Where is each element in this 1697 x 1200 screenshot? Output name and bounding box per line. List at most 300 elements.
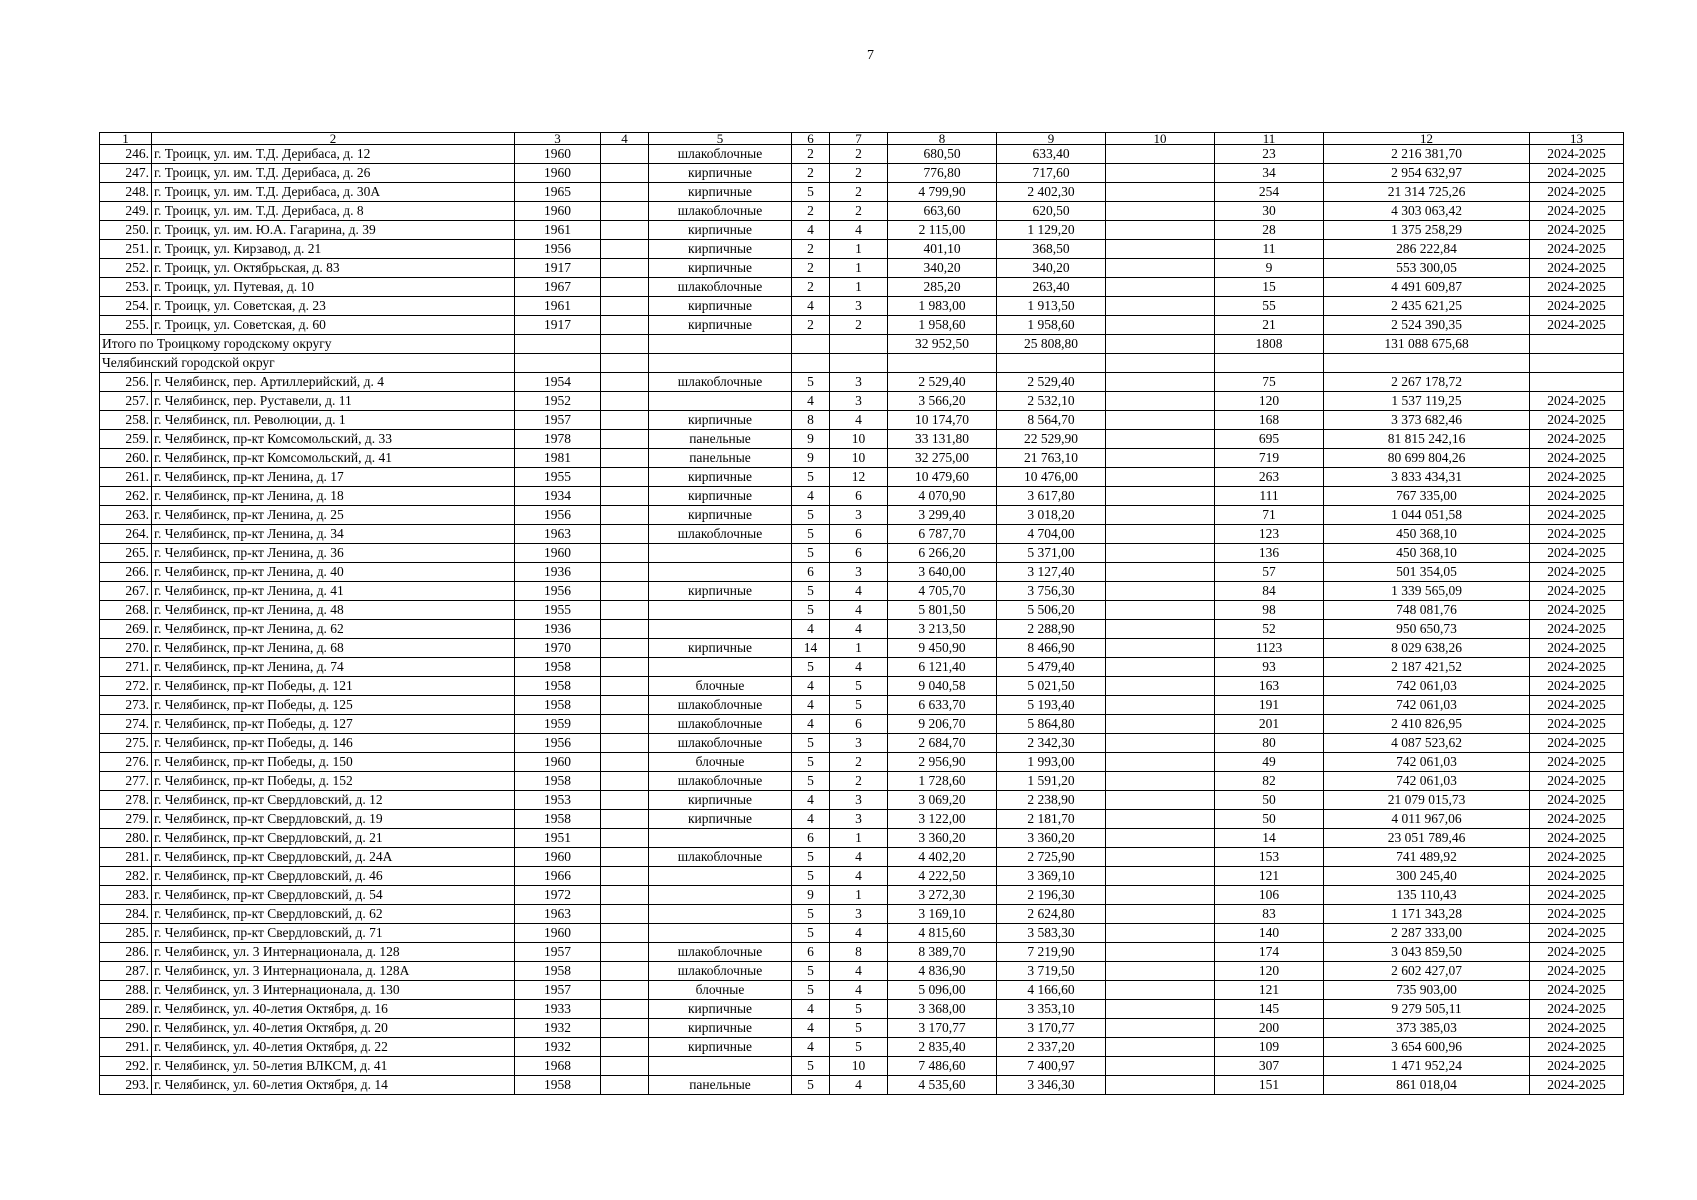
year-cell: 1960 xyxy=(515,145,601,164)
col8-cell: 6 633,70 xyxy=(888,696,997,715)
year-cell: 1963 xyxy=(515,905,601,924)
table-row xyxy=(100,373,1624,392)
wall-material-cell xyxy=(649,886,792,905)
col8-cell: 8 389,70 xyxy=(888,943,997,962)
col7-cell: 3 xyxy=(830,297,888,316)
col8-cell: 3 360,20 xyxy=(888,829,997,848)
col9-cell: 1 129,20 xyxy=(997,221,1106,240)
period-cell: 2024-2025 xyxy=(1530,772,1624,791)
address-cell: г. Челябинск, пр-кт Свердловский, д. 54 xyxy=(152,886,515,905)
housing-registry-table xyxy=(99,132,1624,1095)
col11-cell: 174 xyxy=(1215,943,1324,962)
col4-cell xyxy=(601,924,649,943)
col6-cell: 5 xyxy=(792,468,830,487)
period-cell: 2024-2025 xyxy=(1530,905,1624,924)
col7-cell: 2 xyxy=(830,753,888,772)
col11-cell: 111 xyxy=(1215,487,1324,506)
wall-material-cell xyxy=(649,867,792,886)
year-cell: 1957 xyxy=(515,943,601,962)
col8-cell: 2 835,40 xyxy=(888,1038,997,1057)
col9-cell: 3 583,30 xyxy=(997,924,1106,943)
row-number-cell: 247. xyxy=(100,164,152,183)
col7-cell: 5 xyxy=(830,1000,888,1019)
row-number-cell: 264. xyxy=(100,525,152,544)
col6-cell: 9 xyxy=(792,886,830,905)
col4-cell xyxy=(601,886,649,905)
col8-cell: 2 684,70 xyxy=(888,734,997,753)
col11-cell: 163 xyxy=(1215,677,1324,696)
period-cell: 2024-2025 xyxy=(1530,715,1624,734)
col9-cell: 1 591,20 xyxy=(997,772,1106,791)
column-number-cell: 7 xyxy=(830,133,888,145)
col12-cell: 767 335,00 xyxy=(1324,487,1530,506)
col7-cell: 4 xyxy=(830,962,888,981)
column-number-cell: 2 xyxy=(152,133,515,145)
col8-cell: 9 450,90 xyxy=(888,639,997,658)
col6-cell: 4 xyxy=(792,715,830,734)
year-cell: 1961 xyxy=(515,221,601,240)
wall-material-cell: кирпичные xyxy=(649,221,792,240)
col6-cell: 6 xyxy=(792,943,830,962)
col9-cell: 1 913,50 xyxy=(997,297,1106,316)
col12-cell: 21 079 015,73 xyxy=(1324,791,1530,810)
row-number-cell: 278. xyxy=(100,791,152,810)
address-cell: г. Челябинск, пр-кт Ленина, д. 34 xyxy=(152,525,515,544)
col8-cell: 401,10 xyxy=(888,240,997,259)
col12-cell: 1 171 343,28 xyxy=(1324,905,1530,924)
col10-cell xyxy=(1106,563,1215,582)
col6-cell: 5 xyxy=(792,734,830,753)
year-cell: 1960 xyxy=(515,753,601,772)
col12-cell: 4 087 523,62 xyxy=(1324,734,1530,753)
address-cell: г. Челябинск, пр-кт Ленина, д. 25 xyxy=(152,506,515,525)
col11-cell: 98 xyxy=(1215,601,1324,620)
col11-cell: 9 xyxy=(1215,259,1324,278)
col7-cell: 2 xyxy=(830,164,888,183)
col6-cell: 4 xyxy=(792,221,830,240)
address-cell: г. Челябинск, пр-кт Победы, д. 150 xyxy=(152,753,515,772)
wall-material-cell xyxy=(649,905,792,924)
col9-cell: 3 127,40 xyxy=(997,563,1106,582)
period-cell: 2024-2025 xyxy=(1530,601,1624,620)
col8-cell: 5 096,00 xyxy=(888,981,997,1000)
period-cell: 2024-2025 xyxy=(1530,240,1624,259)
col7-cell: 12 xyxy=(830,468,888,487)
row-number-cell: 258. xyxy=(100,411,152,430)
col4-cell xyxy=(601,639,649,658)
row-number-cell: 283. xyxy=(100,886,152,905)
col9-cell: 2 337,20 xyxy=(997,1038,1106,1057)
empty-cell xyxy=(1324,354,1530,373)
table-row xyxy=(100,392,1624,411)
col12-cell: 2 267 178,72 xyxy=(1324,373,1530,392)
col4-cell xyxy=(601,1057,649,1076)
wall-material-cell: шлакоблочные xyxy=(649,696,792,715)
col7-cell: 2 xyxy=(830,772,888,791)
empty-cell xyxy=(792,335,830,354)
col4-cell xyxy=(601,145,649,164)
col11-cell: 14 xyxy=(1215,829,1324,848)
row-number-cell: 282. xyxy=(100,867,152,886)
year-cell: 1956 xyxy=(515,734,601,753)
col4-cell xyxy=(601,430,649,449)
col7-cell: 3 xyxy=(830,563,888,582)
col9-cell: 5 479,40 xyxy=(997,658,1106,677)
address-cell: г. Челябинск, пр-кт Ленина, д. 18 xyxy=(152,487,515,506)
col10-cell xyxy=(1106,297,1215,316)
row-number-cell: 262. xyxy=(100,487,152,506)
col11-cell: 11 xyxy=(1215,240,1324,259)
period-cell: 2024-2025 xyxy=(1530,924,1624,943)
year-cell: 1981 xyxy=(515,449,601,468)
wall-material-cell: кирпичные xyxy=(649,1038,792,1057)
col12-cell: 286 222,84 xyxy=(1324,240,1530,259)
period-cell: 2024-2025 xyxy=(1530,259,1624,278)
col6-cell: 5 xyxy=(792,848,830,867)
col7-cell: 10 xyxy=(830,430,888,449)
col6-cell: 5 xyxy=(792,962,830,981)
address-cell: г. Челябинск, ул. 50-летия ВЛКСМ, д. 41 xyxy=(152,1057,515,1076)
year-cell: 1955 xyxy=(515,601,601,620)
col12-cell: 553 300,05 xyxy=(1324,259,1530,278)
year-cell: 1958 xyxy=(515,696,601,715)
col12-cell: 9 279 505,11 xyxy=(1324,1000,1530,1019)
col12-cell: 2 954 632,97 xyxy=(1324,164,1530,183)
total-col9-cell: 25 808,80 xyxy=(997,335,1106,354)
col10-cell xyxy=(1106,221,1215,240)
col7-cell: 2 xyxy=(830,183,888,202)
column-number-cell: 10 xyxy=(1106,133,1215,145)
table-row xyxy=(100,981,1624,1000)
col8-cell: 340,20 xyxy=(888,259,997,278)
year-cell: 1960 xyxy=(515,164,601,183)
col4-cell xyxy=(601,981,649,1000)
column-number-cell: 9 xyxy=(997,133,1106,145)
year-cell: 1958 xyxy=(515,1076,601,1095)
col6-cell: 5 xyxy=(792,582,830,601)
col4-cell xyxy=(601,772,649,791)
col10-cell xyxy=(1106,848,1215,867)
wall-material-cell xyxy=(649,601,792,620)
col12-cell: 950 650,73 xyxy=(1324,620,1530,639)
col9-cell: 3 756,30 xyxy=(997,582,1106,601)
col4-cell xyxy=(601,316,649,335)
total-row xyxy=(100,335,1624,354)
col9-cell: 3 346,30 xyxy=(997,1076,1106,1095)
col7-cell: 4 xyxy=(830,620,888,639)
row-number-cell: 273. xyxy=(100,696,152,715)
address-cell: г. Челябинск, пр-кт Ленина, д. 68 xyxy=(152,639,515,658)
col9-cell: 10 476,00 xyxy=(997,468,1106,487)
row-number-cell: 269. xyxy=(100,620,152,639)
col8-cell: 9 040,58 xyxy=(888,677,997,696)
row-number-cell: 275. xyxy=(100,734,152,753)
col11-cell: 49 xyxy=(1215,753,1324,772)
year-cell: 1956 xyxy=(515,240,601,259)
wall-material-cell: шлакоблочные xyxy=(649,772,792,791)
col10-cell xyxy=(1106,183,1215,202)
col12-cell: 21 314 725,26 xyxy=(1324,183,1530,202)
empty-cell xyxy=(515,335,601,354)
table-row xyxy=(100,943,1624,962)
empty-cell xyxy=(888,354,997,373)
wall-material-cell: кирпичные xyxy=(649,1019,792,1038)
address-cell: г. Челябинск, пр-кт Свердловский, д. 24А xyxy=(152,848,515,867)
address-cell: г. Троицк, ул. Путевая, д. 10 xyxy=(152,278,515,297)
col11-cell: 34 xyxy=(1215,164,1324,183)
year-cell: 1955 xyxy=(515,468,601,487)
year-cell: 1968 xyxy=(515,1057,601,1076)
row-number-cell: 277. xyxy=(100,772,152,791)
col6-cell: 5 xyxy=(792,772,830,791)
year-cell: 1972 xyxy=(515,886,601,905)
wall-material-cell: блочные xyxy=(649,753,792,772)
address-cell: г. Троицк, ул. им. Т.Д. Дерибаса, д. 26 xyxy=(152,164,515,183)
col7-cell: 8 xyxy=(830,943,888,962)
period-cell: 2024-2025 xyxy=(1530,202,1624,221)
period-cell: 2024-2025 xyxy=(1530,506,1624,525)
year-cell: 1958 xyxy=(515,772,601,791)
col4-cell xyxy=(601,905,649,924)
period-cell xyxy=(1530,373,1624,392)
table-row xyxy=(100,1000,1624,1019)
year-cell: 1936 xyxy=(515,620,601,639)
empty-cell xyxy=(792,354,830,373)
period-cell: 2024-2025 xyxy=(1530,278,1624,297)
col9-cell: 263,40 xyxy=(997,278,1106,297)
col4-cell xyxy=(601,582,649,601)
wall-material-cell: панельные xyxy=(649,430,792,449)
wall-material-cell: кирпичные xyxy=(649,259,792,278)
col9-cell: 5 021,50 xyxy=(997,677,1106,696)
period-cell: 2024-2025 xyxy=(1530,829,1624,848)
table-row xyxy=(100,278,1624,297)
table-row xyxy=(100,468,1624,487)
col11-cell: 120 xyxy=(1215,962,1324,981)
col8-cell: 4 070,90 xyxy=(888,487,997,506)
col11-cell: 254 xyxy=(1215,183,1324,202)
wall-material-cell: кирпичные xyxy=(649,582,792,601)
period-cell: 2024-2025 xyxy=(1530,392,1624,411)
col7-cell: 5 xyxy=(830,1019,888,1038)
col8-cell: 6 787,70 xyxy=(888,525,997,544)
empty-cell xyxy=(1106,354,1215,373)
col9-cell: 4 704,00 xyxy=(997,525,1106,544)
table-row xyxy=(100,316,1624,335)
period-cell: 2024-2025 xyxy=(1530,487,1624,506)
col10-cell xyxy=(1106,772,1215,791)
period-cell: 2024-2025 xyxy=(1530,1076,1624,1095)
row-number-cell: 284. xyxy=(100,905,152,924)
col10-cell xyxy=(1106,1076,1215,1095)
col11-cell: 50 xyxy=(1215,810,1324,829)
col7-cell: 3 xyxy=(830,810,888,829)
col6-cell: 2 xyxy=(792,145,830,164)
col6-cell: 2 xyxy=(792,164,830,183)
col9-cell: 8 564,70 xyxy=(997,411,1106,430)
section-row xyxy=(100,354,1624,373)
address-cell: г. Челябинск, пр-кт Ленина, д. 17 xyxy=(152,468,515,487)
table-row xyxy=(100,810,1624,829)
col11-cell: 71 xyxy=(1215,506,1324,525)
wall-material-cell: кирпичные xyxy=(649,810,792,829)
table-row xyxy=(100,164,1624,183)
year-cell: 1960 xyxy=(515,848,601,867)
col12-cell: 2 410 826,95 xyxy=(1324,715,1530,734)
col10-cell xyxy=(1106,487,1215,506)
col11-cell: 106 xyxy=(1215,886,1324,905)
row-number-cell: 261. xyxy=(100,468,152,487)
col9-cell: 3 170,77 xyxy=(997,1019,1106,1038)
table-row xyxy=(100,734,1624,753)
col8-cell: 776,80 xyxy=(888,164,997,183)
period-cell: 2024-2025 xyxy=(1530,221,1624,240)
table-row xyxy=(100,1038,1624,1057)
col12-cell: 1 537 119,25 xyxy=(1324,392,1530,411)
year-cell: 1965 xyxy=(515,183,601,202)
col10-cell xyxy=(1106,1000,1215,1019)
col4-cell xyxy=(601,411,649,430)
col4-cell xyxy=(601,848,649,867)
wall-material-cell xyxy=(649,1057,792,1076)
wall-material-cell: шлакоблочные xyxy=(649,848,792,867)
col10-cell xyxy=(1106,240,1215,259)
col4-cell xyxy=(601,183,649,202)
period-cell: 2024-2025 xyxy=(1530,183,1624,202)
col10-cell xyxy=(1106,525,1215,544)
col10-cell xyxy=(1106,981,1215,1000)
period-cell: 2024-2025 xyxy=(1530,943,1624,962)
col7-cell: 2 xyxy=(830,145,888,164)
year-cell: 1978 xyxy=(515,430,601,449)
col6-cell: 5 xyxy=(792,658,830,677)
address-cell: г. Челябинск, пер. Руставели, д. 11 xyxy=(152,392,515,411)
table-row xyxy=(100,829,1624,848)
col8-cell: 4 402,20 xyxy=(888,848,997,867)
col8-cell: 3 169,10 xyxy=(888,905,997,924)
col11-cell: 120 xyxy=(1215,392,1324,411)
col4-cell xyxy=(601,696,649,715)
col8-cell: 2 115,00 xyxy=(888,221,997,240)
col11-cell: 200 xyxy=(1215,1019,1324,1038)
table-row xyxy=(100,430,1624,449)
row-number-cell: 288. xyxy=(100,981,152,1000)
col4-cell xyxy=(601,202,649,221)
col12-cell: 3 043 859,50 xyxy=(1324,943,1530,962)
col7-cell: 4 xyxy=(830,848,888,867)
col7-cell: 3 xyxy=(830,392,888,411)
row-number-cell: 268. xyxy=(100,601,152,620)
table-row xyxy=(100,715,1624,734)
col12-cell: 450 368,10 xyxy=(1324,525,1530,544)
year-cell: 1959 xyxy=(515,715,601,734)
row-number-cell: 276. xyxy=(100,753,152,772)
year-cell: 1957 xyxy=(515,981,601,1000)
wall-material-cell: панельные xyxy=(649,449,792,468)
row-number-cell: 251. xyxy=(100,240,152,259)
col4-cell xyxy=(601,791,649,810)
col9-cell: 5 864,80 xyxy=(997,715,1106,734)
year-cell: 1963 xyxy=(515,525,601,544)
col4-cell xyxy=(601,1000,649,1019)
col9-cell: 5 193,40 xyxy=(997,696,1106,715)
col7-cell: 4 xyxy=(830,981,888,1000)
col11-cell: 83 xyxy=(1215,905,1324,924)
col10-cell xyxy=(1106,544,1215,563)
address-cell: г. Челябинск, пр-кт Победы, д. 127 xyxy=(152,715,515,734)
wall-material-cell: шлакоблочные xyxy=(649,525,792,544)
period-cell: 2024-2025 xyxy=(1530,1057,1624,1076)
column-number-row xyxy=(100,133,1624,145)
period-cell: 2024-2025 xyxy=(1530,639,1624,658)
wall-material-cell xyxy=(649,829,792,848)
col11-cell: 28 xyxy=(1215,221,1324,240)
col4-cell xyxy=(601,278,649,297)
col7-cell: 4 xyxy=(830,924,888,943)
wall-material-cell: кирпичные xyxy=(649,506,792,525)
col10-cell xyxy=(1106,734,1215,753)
col8-cell: 7 486,60 xyxy=(888,1057,997,1076)
col6-cell: 4 xyxy=(792,392,830,411)
period-cell: 2024-2025 xyxy=(1530,145,1624,164)
col8-cell: 2 529,40 xyxy=(888,373,997,392)
col12-cell: 300 245,40 xyxy=(1324,867,1530,886)
address-cell: г. Челябинск, пр-кт Ленина, д. 48 xyxy=(152,601,515,620)
col8-cell: 3 170,77 xyxy=(888,1019,997,1038)
row-number-cell: 274. xyxy=(100,715,152,734)
empty-cell xyxy=(601,335,649,354)
col8-cell: 3 272,30 xyxy=(888,886,997,905)
col8-cell: 5 801,50 xyxy=(888,601,997,620)
col9-cell: 2 725,90 xyxy=(997,848,1106,867)
col11-cell: 201 xyxy=(1215,715,1324,734)
address-cell: г. Челябинск, пр-кт Ленина, д. 74 xyxy=(152,658,515,677)
empty-cell xyxy=(830,354,888,373)
table-row xyxy=(100,183,1624,202)
col11-cell: 21 xyxy=(1215,316,1324,335)
year-cell: 1932 xyxy=(515,1038,601,1057)
col7-cell: 1 xyxy=(830,240,888,259)
year-cell: 1917 xyxy=(515,259,601,278)
period-cell: 2024-2025 xyxy=(1530,620,1624,639)
col10-cell xyxy=(1106,962,1215,981)
col11-cell: 1123 xyxy=(1215,639,1324,658)
col7-cell: 4 xyxy=(830,658,888,677)
col4-cell xyxy=(601,506,649,525)
address-cell: г. Троицк, ул. Советская, д. 60 xyxy=(152,316,515,335)
col6-cell: 5 xyxy=(792,905,830,924)
period-cell: 2024-2025 xyxy=(1530,1000,1624,1019)
col10-cell xyxy=(1106,1057,1215,1076)
col12-cell: 742 061,03 xyxy=(1324,677,1530,696)
period-cell: 2024-2025 xyxy=(1530,525,1624,544)
period-cell: 2024-2025 xyxy=(1530,468,1624,487)
year-cell: 1958 xyxy=(515,677,601,696)
col10-cell xyxy=(1106,468,1215,487)
total-col8-cell: 32 952,50 xyxy=(888,335,997,354)
row-number-cell: 281. xyxy=(100,848,152,867)
col9-cell: 7 219,90 xyxy=(997,943,1106,962)
row-number-cell: 259. xyxy=(100,430,152,449)
col7-cell: 2 xyxy=(830,202,888,221)
col9-cell: 2 196,30 xyxy=(997,886,1106,905)
col6-cell: 4 xyxy=(792,1019,830,1038)
col11-cell: 80 xyxy=(1215,734,1324,753)
col4-cell xyxy=(601,449,649,468)
row-number-cell: 292. xyxy=(100,1057,152,1076)
table-row xyxy=(100,962,1624,981)
col8-cell: 6 266,20 xyxy=(888,544,997,563)
